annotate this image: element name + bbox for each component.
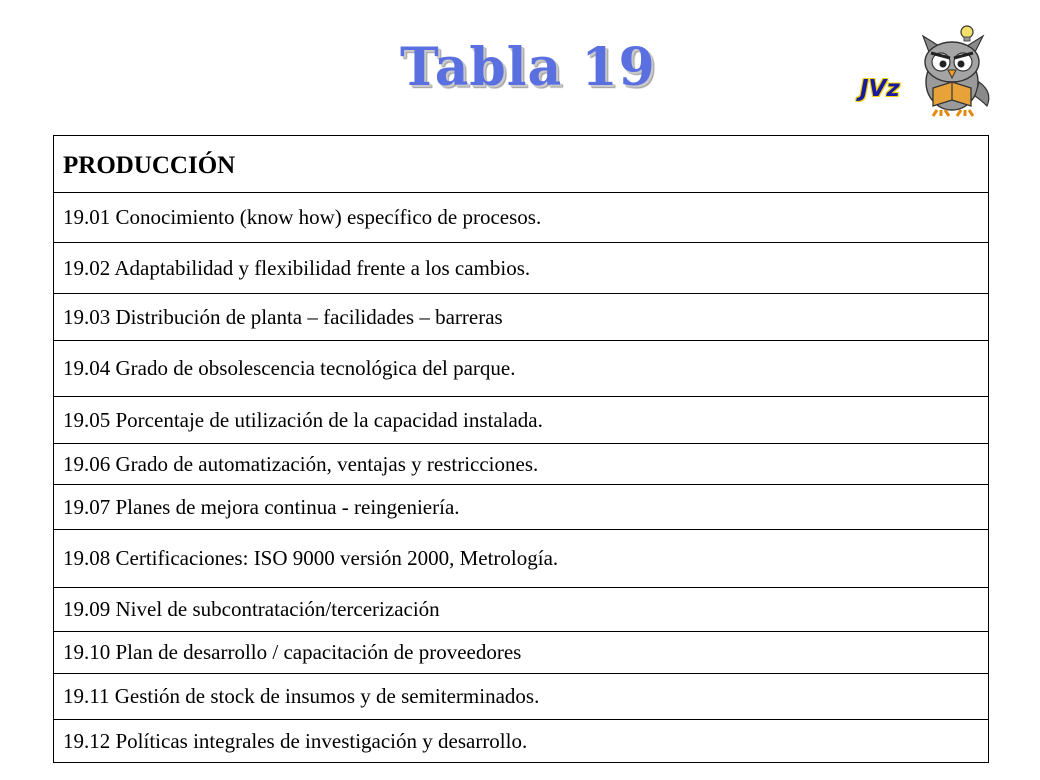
table-row — [54, 485, 989, 530]
table-row — [54, 397, 989, 444]
logo-text: JVz — [860, 76, 900, 102]
table-cell: 19.06 Grado de automatización, ventajas y restricciones. — [54, 444, 989, 485]
owl-reading-book-icon — [917, 22, 995, 117]
table-cell: 19.07 Planes de mejora continua - reingeniería. — [54, 485, 989, 530]
table-cell: 19.09 Nivel de subcontratación/tercerización — [54, 588, 989, 632]
table-row — [54, 193, 989, 243]
table-cell: 19.02 Adaptabilidad y flexibilidad frente a los cambios. — [54, 243, 989, 294]
table-row — [54, 632, 989, 674]
table-row — [54, 294, 989, 341]
table-cell: 19.11 Gestión de stock de insumos y de semiterminados. — [54, 674, 989, 720]
table-cell: 19.01 Conocimiento (know how) específico de procesos. — [54, 193, 989, 243]
lightbulb-icon — [961, 26, 973, 41]
table-cell: 19.04 Grado de obsolescencia tecnológica del parque. — [54, 341, 989, 397]
table-cell: 19.08 Certificaciones: ISO 9000 versión 2000, Metrología. — [54, 530, 989, 588]
table-row — [54, 444, 989, 485]
table-cell: 19.03 Distribución de planta – facilidades – barreras — [54, 294, 989, 341]
table-row — [54, 243, 989, 294]
production-table — [53, 135, 989, 763]
table-row — [54, 720, 989, 763]
table-row — [54, 588, 989, 632]
page-title: Tabla 19 — [400, 37, 656, 98]
table-row — [54, 674, 989, 720]
table-header-cell: PRODUCCIÓN — [54, 136, 989, 193]
logo — [855, 22, 995, 122]
table-cell: 19.12 Políticas integrales de investigación y desarrollo. — [54, 720, 989, 763]
table-row — [54, 341, 989, 397]
table-header-row — [54, 136, 989, 193]
table-row — [54, 530, 989, 588]
table-cell: 19.05 Porcentaje de utilización de la capacidad instalada. — [54, 397, 989, 444]
table-cell: 19.10 Plan de desarrollo / capacitación de proveedores — [54, 632, 989, 674]
